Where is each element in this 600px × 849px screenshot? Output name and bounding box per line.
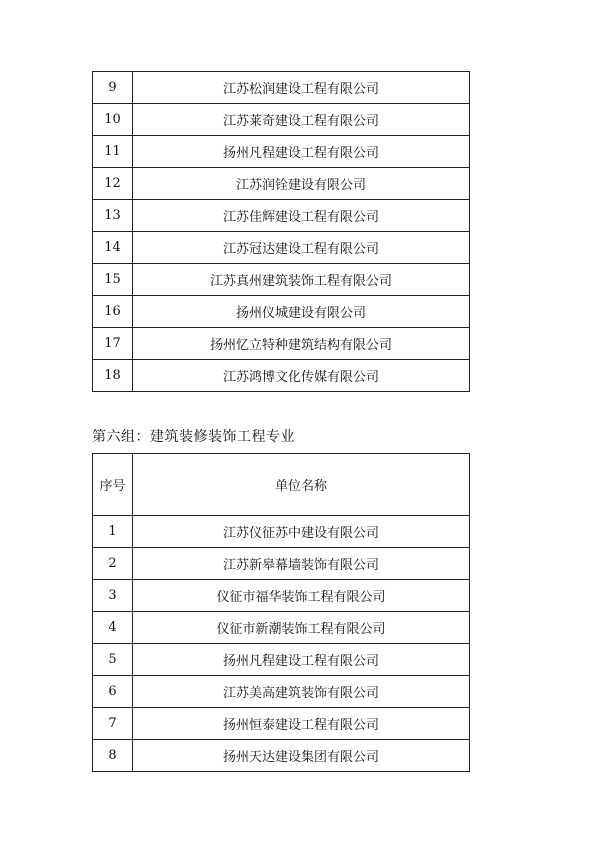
company-name: 江苏美高建筑装饰有限公司	[133, 676, 470, 708]
company-name: 扬州天达建设集团有限公司	[133, 740, 470, 772]
section-heading: 第六组：建筑装修装饰工程专业	[92, 429, 295, 445]
row-number: 11	[93, 136, 133, 168]
table-row	[93, 644, 470, 676]
row-number: 8	[93, 740, 133, 772]
company-name: 江苏莱奇建设工程有限公司	[133, 104, 470, 136]
row-number: 14	[93, 232, 133, 264]
row-number: 7	[93, 708, 133, 740]
company-name: 江苏松润建设工程有限公司	[133, 72, 470, 104]
table-row	[93, 296, 470, 328]
company-table-continued	[92, 71, 470, 392]
table-row	[93, 168, 470, 200]
table-row	[93, 200, 470, 232]
row-number: 10	[93, 104, 133, 136]
table-header-row	[93, 454, 470, 516]
company-name: 江苏佳辉建设工程有限公司	[133, 200, 470, 232]
row-number: 12	[93, 168, 133, 200]
table-row	[93, 72, 470, 104]
company-name: 江苏真州建筑装饰工程有限公司	[133, 264, 470, 296]
row-number: 2	[93, 548, 133, 580]
table-row	[93, 580, 470, 612]
row-number: 17	[93, 328, 133, 360]
company-name: 扬州凡程建设工程有限公司	[133, 644, 470, 676]
company-name: 仪征市福华装饰工程有限公司	[133, 580, 470, 612]
company-name: 扬州忆立特种建筑结构有限公司	[133, 328, 470, 360]
company-name: 扬州仪城建设有限公司	[133, 296, 470, 328]
table-row	[93, 676, 470, 708]
row-number: 16	[93, 296, 133, 328]
table-row	[93, 104, 470, 136]
row-number: 6	[93, 676, 133, 708]
table-row	[93, 136, 470, 168]
company-name: 江苏冠达建设工程有限公司	[133, 232, 470, 264]
company-name: 江苏润铨建设有限公司	[133, 168, 470, 200]
table-row	[93, 360, 470, 392]
row-number: 13	[93, 200, 133, 232]
table-row	[93, 516, 470, 548]
row-number: 3	[93, 580, 133, 612]
company-name: 扬州恒泰建设工程有限公司	[133, 708, 470, 740]
row-number: 5	[93, 644, 133, 676]
company-name: 扬州凡程建设工程有限公司	[133, 136, 470, 168]
table-row	[93, 740, 470, 772]
table-row	[93, 548, 470, 580]
table-row	[93, 328, 470, 360]
row-number: 1	[93, 516, 133, 548]
table-row	[93, 708, 470, 740]
column-header-company: 单位名称	[133, 454, 470, 516]
table-row	[93, 264, 470, 296]
row-number: 18	[93, 360, 133, 392]
row-number: 15	[93, 264, 133, 296]
row-number: 9	[93, 72, 133, 104]
column-header-number: 序号	[93, 454, 133, 516]
company-name: 江苏新皋幕墙装饰有限公司	[133, 548, 470, 580]
table-row	[93, 612, 470, 644]
row-number: 4	[93, 612, 133, 644]
company-name: 仪征市新潮装饰工程有限公司	[133, 612, 470, 644]
table-row	[93, 232, 470, 264]
company-name: 江苏仪征苏中建设有限公司	[133, 516, 470, 548]
company-name: 江苏鸿博文化传媒有限公司	[133, 360, 470, 392]
company-table-group-6	[92, 453, 470, 772]
